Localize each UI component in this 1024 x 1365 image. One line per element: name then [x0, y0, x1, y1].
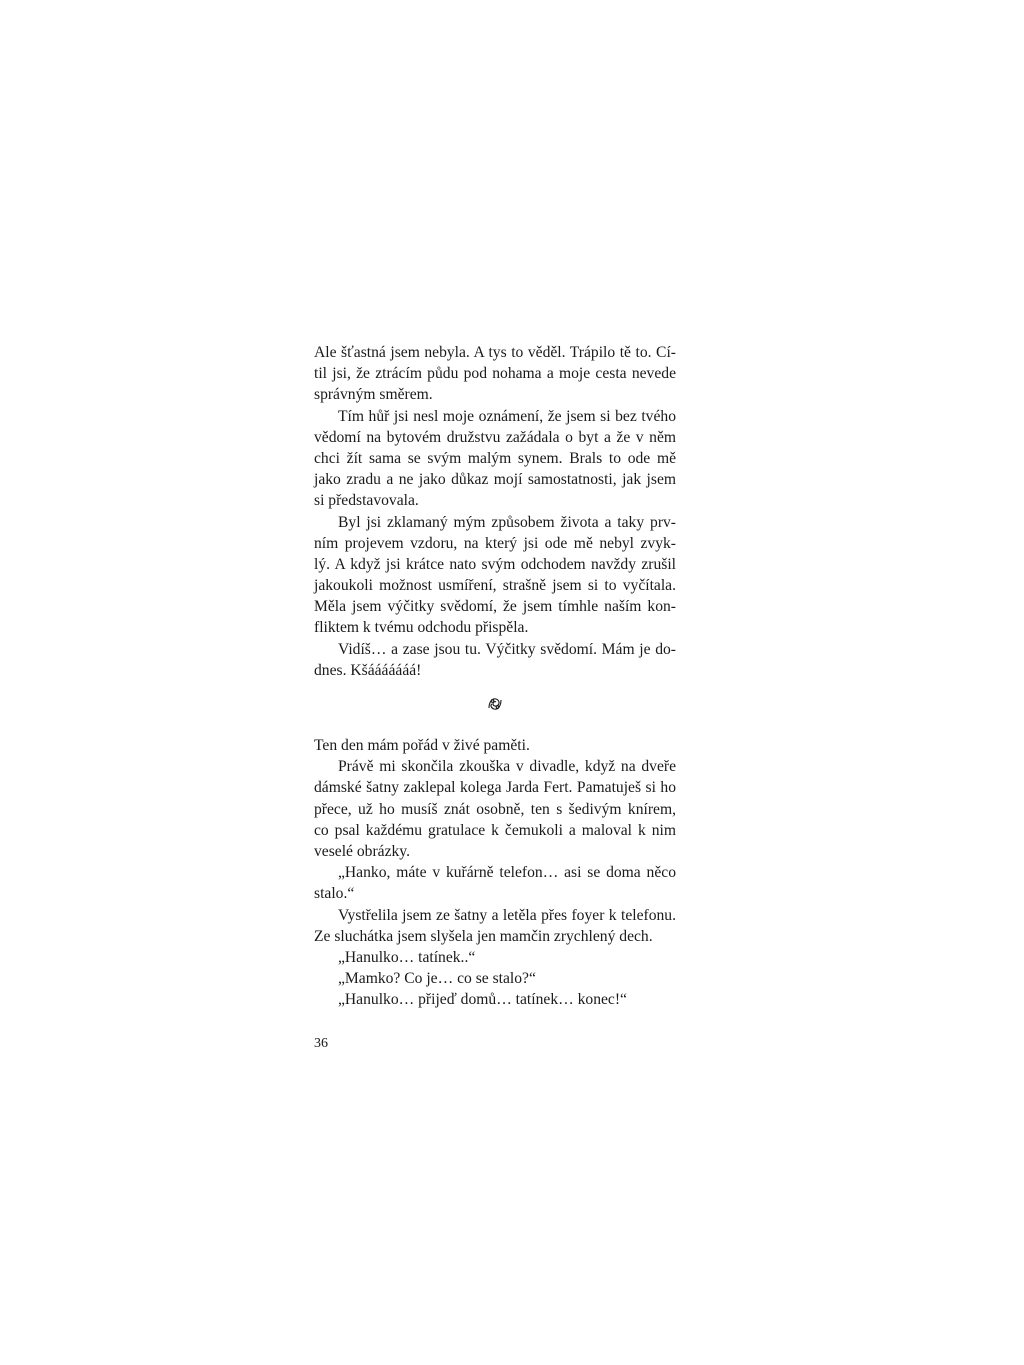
text-line: ním projevem vzdoru, na který jsi ode mě nebyl zvyk-: [314, 534, 676, 552]
text-line: „Mamko? Co je… co se stalo?“: [338, 970, 536, 988]
text-line: lý. A když jsi krátce nato svým odchodem navždy zrušil: [314, 555, 676, 573]
text-line: „Hanulko… tatínek..“: [338, 948, 476, 966]
text-line: Byl jsi zklamaný mým způsobem života a taky prv-: [338, 513, 676, 531]
text-line: jako zradu a ne jako důkaz mojí samostatnosti, jak jsem: [314, 471, 676, 489]
text-line: Ze sluchátka jsem slyšela jen mamčin zrychlený dech.: [314, 927, 653, 945]
text-line: stalo.“: [314, 885, 355, 903]
text-line: Tím hůř jsi nesl moje oznámení, že jsem si bez tvého: [338, 407, 676, 425]
text-line: si představovala.: [314, 492, 419, 510]
text-line: Ale šťastná jsem nebyla. A tys to věděl. Trápilo tě to. Cí-: [314, 344, 676, 361]
text-line: Vidíš… a zase jsou tu. Výčitky svědomí. Mám je do-: [338, 640, 676, 658]
text-line: Měla jsem výčitky svědomí, že jsem tímhle naším kon-: [314, 598, 676, 616]
text-line: til jsi, že ztrácím půdu pod nohama a moje cesta nevede: [314, 365, 676, 383]
text-line: Vystřelila jsem ze šatny a letěla přes foyer k telefonu.: [338, 906, 676, 924]
page-body: [314, 342, 676, 1010]
fleuron-ornament-icon: [487, 695, 503, 712]
text-line: Ten den mám pořád v živé paměti.: [314, 737, 530, 754]
text-line: Právě mi skončila zkouška v divadle, když na dveře: [338, 758, 676, 776]
text-line: dámské šatny zaklepal kolega Jarda Fert. Pamatuješ si ho: [314, 779, 676, 797]
text-line: „Hanko, máte v kuřárně telefon… asi se doma něco: [338, 864, 676, 882]
text-section-2: [314, 735, 676, 1010]
text-line: jakoukoli možnost usmíření, strašně jsem si to vyčítala.: [314, 577, 676, 595]
section-break: [314, 689, 676, 719]
text-line: vědomí na bytovém družstvu zažádala o byt a že v něm: [314, 428, 676, 446]
page-number: 36: [314, 1036, 328, 1051]
text-line: veselé obrázky.: [314, 842, 410, 860]
text-line: chci žít sama se svým malým synem. Brals to ode mě: [314, 449, 676, 467]
text-line: „Hanulko… přijeď domů… tatínek… konec!“: [338, 991, 627, 1009]
text-line: přece, už ho musíš znát osobně, ten s šedivým knírem,: [314, 800, 676, 818]
text-line: dnes. Kšááááááá!: [314, 661, 422, 679]
text-section-1: [314, 342, 676, 681]
text-line: co psal každému gratulace k čemukoli a maloval k nim: [314, 821, 676, 839]
text-line: fliktem k tvému odchodu přispěla.: [314, 619, 529, 637]
text-line: správným směrem.: [314, 386, 433, 404]
